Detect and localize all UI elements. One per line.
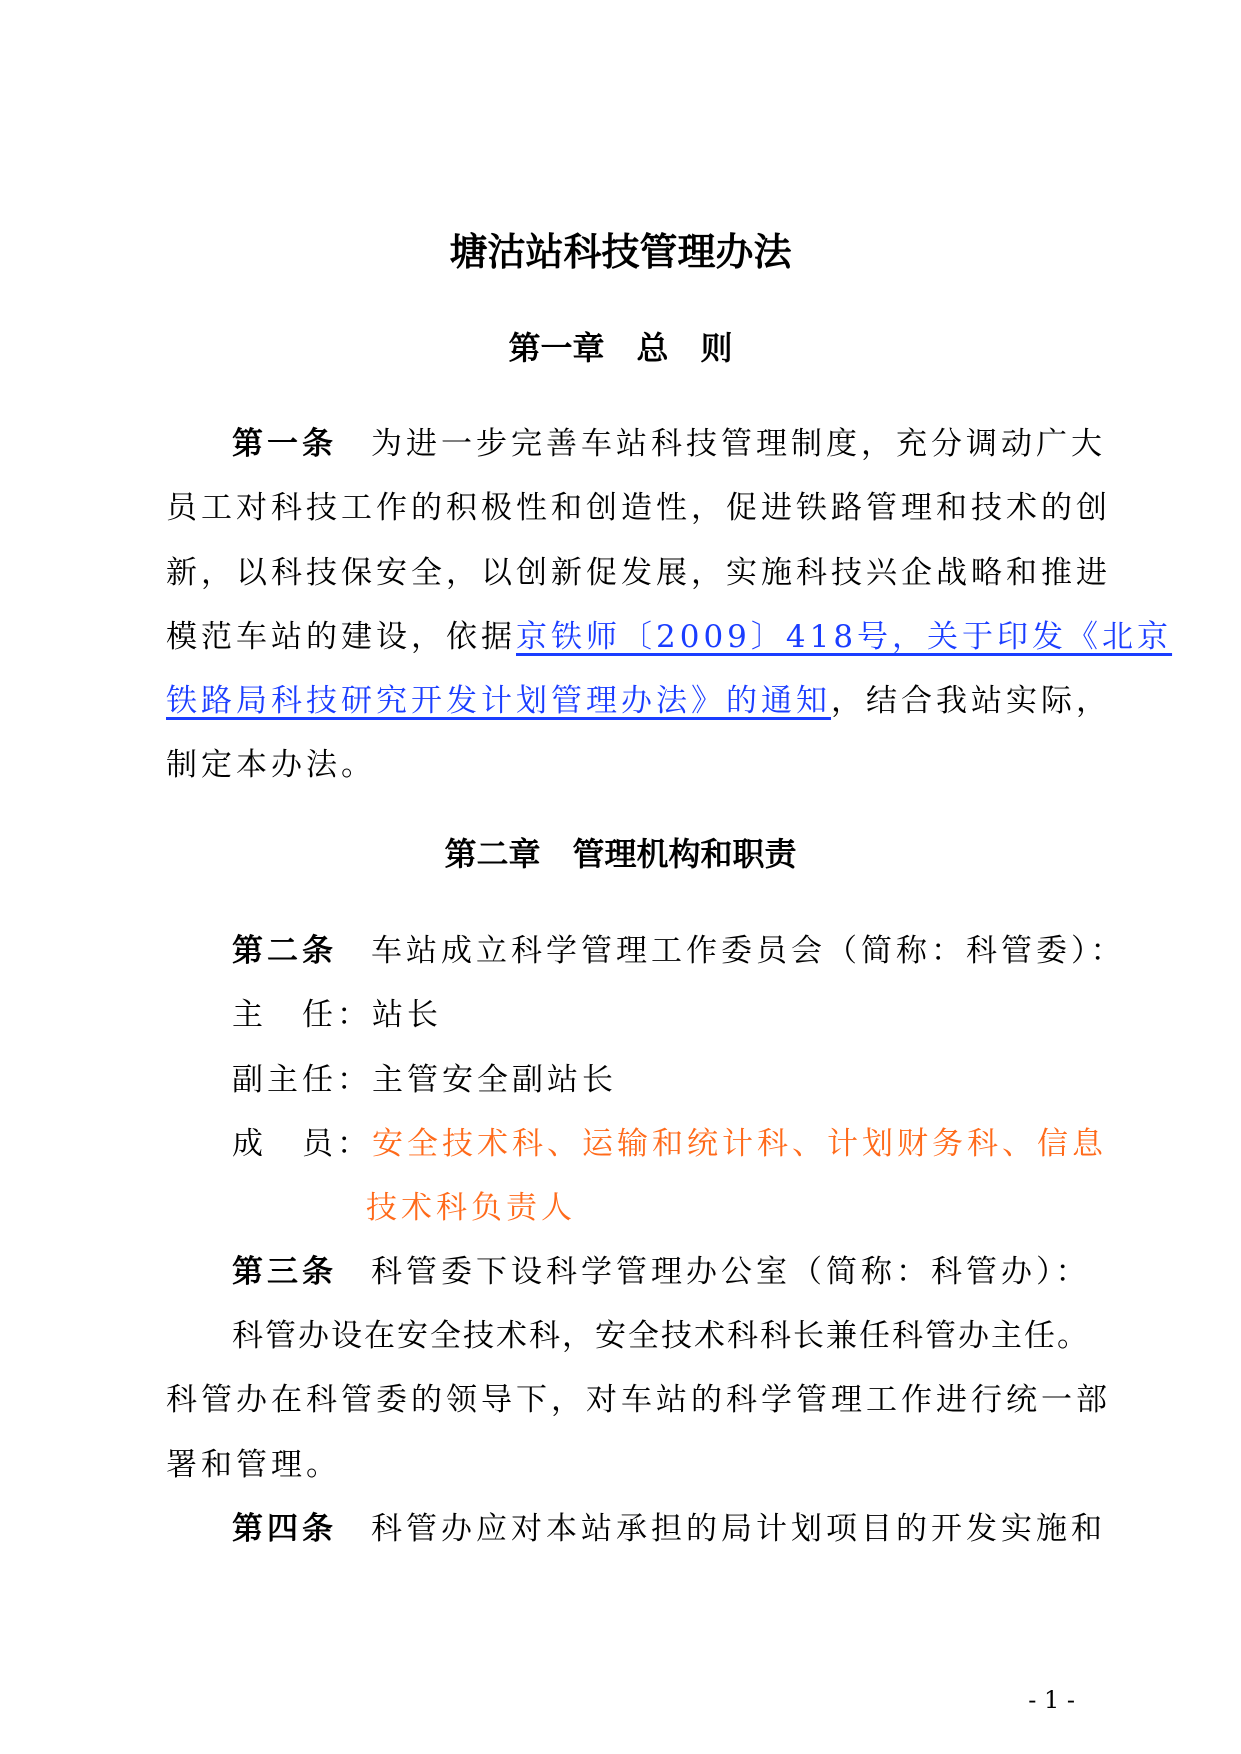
members-label: 成 员：: [232, 1126, 372, 1162]
article-3-line: [232, 1250, 1091, 1294]
article-3-paragraph-line-2: 科管办在科管委的领导下，对车站的科学管理工作进行统一部: [166, 1382, 1111, 1418]
article-1-line-2: 员工对科技工作的积极性和创造性，促进铁路管理和技术的创: [166, 490, 1111, 526]
article-2-label: 第二条: [232, 933, 337, 969]
committee-director-row: [232, 993, 442, 1037]
committee-members-row: [232, 1122, 1107, 1166]
chapter-2-heading: 第二章 管理机构和职责: [444, 835, 797, 873]
deputy-label: 副主任：: [232, 1062, 372, 1098]
article-2-line: [232, 929, 1126, 973]
article-1-line-4-text: 模范车站的建设，依据: [166, 619, 516, 655]
regulation-reference-link-continued[interactable]: 铁路局科技研究开发计划管理办法》的通知: [166, 683, 831, 719]
members-value-line-1: 安全技术科、运输和统计科、计划财务科、信息: [372, 1126, 1107, 1162]
page-number: - 1 -: [1028, 1686, 1075, 1714]
director-label: 主 任：: [232, 997, 372, 1033]
article-3-paragraph-line-3: 署和管理。: [166, 1447, 341, 1483]
article-1-line-3: 新，以科技保安全，以创新促发展，实施科技兴企战略和推进: [166, 555, 1111, 591]
article-4-line: [232, 1507, 1106, 1551]
article-1-line-1: [232, 422, 1106, 466]
article-1-text: 为进一步完善车站科技管理制度，充分调动广大: [371, 426, 1106, 462]
chapter-1-heading: 第一章 总 则: [508, 329, 733, 367]
article-3-paragraph-line-1: 科管办设在安全技术科，安全技术科科长兼任科管办主任。: [232, 1318, 1090, 1354]
document-title: 塘沽站科技管理办法: [449, 229, 792, 274]
regulation-reference-link[interactable]: 京铁师〔2009〕418号，关于印发《北京: [516, 619, 1173, 655]
article-1-line-4: [166, 615, 1172, 659]
article-4-label: 第四条: [232, 1511, 337, 1547]
committee-deputy-row: [232, 1058, 617, 1102]
article-3-text: 科管委下设科学管理办公室（简称：科管办）：: [371, 1254, 1091, 1290]
members-value-line-2: 技术科负责人: [366, 1190, 576, 1226]
article-1-line-5-text: ，结合我站实际，: [831, 683, 1111, 719]
article-2-text: 车站成立科学管理工作委员会（简称：科管委）：: [371, 933, 1126, 969]
article-4-text: 科管办应对本站承担的局计划项目的开发实施和: [371, 1511, 1106, 1547]
deputy-value: 主管安全副站长: [372, 1062, 617, 1098]
article-3-label: 第三条: [232, 1254, 337, 1290]
article-1-line-5: [166, 679, 1111, 723]
article-1-line-6: 制定本办法。: [166, 747, 376, 783]
article-1-label: 第一条: [232, 426, 337, 462]
director-value: 站长: [372, 997, 442, 1033]
